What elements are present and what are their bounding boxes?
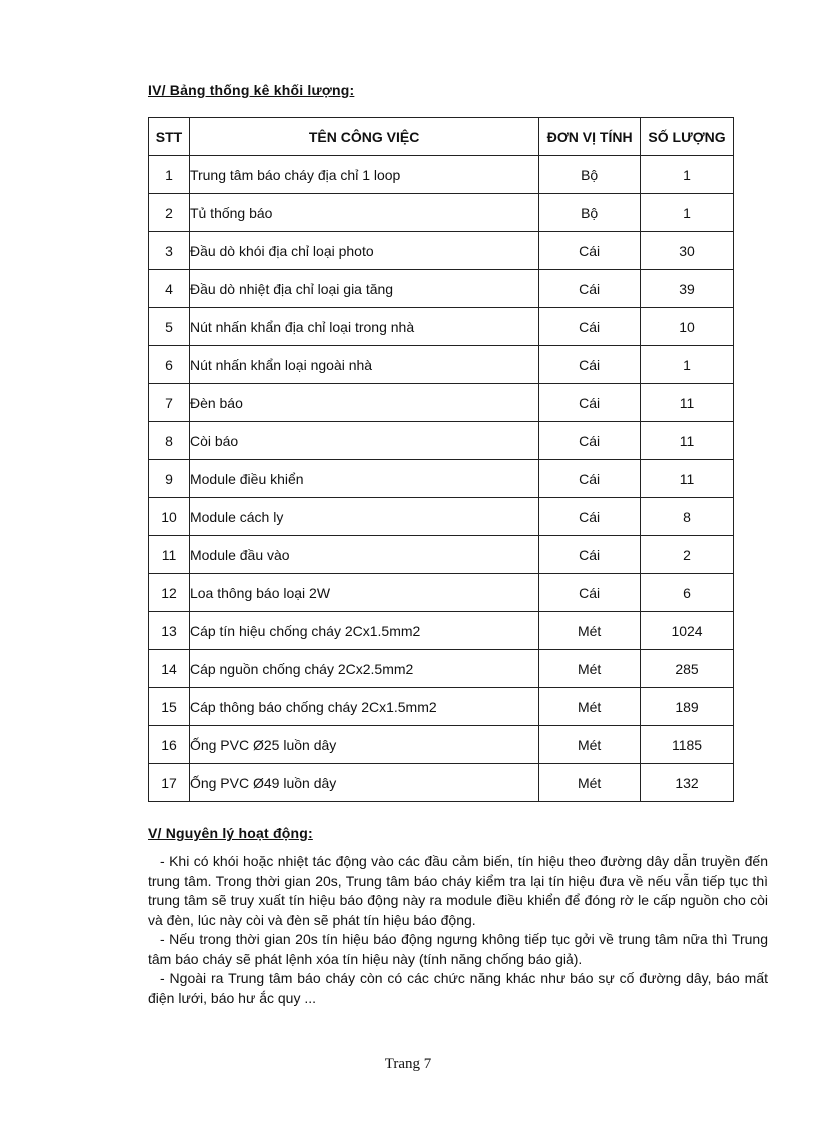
table-row <box>149 232 734 270</box>
header-name: TÊN CÔNG VIỆC <box>189 118 538 156</box>
table-row <box>149 156 734 194</box>
cell-stt: 14 <box>149 650 190 688</box>
table-row <box>149 194 734 232</box>
cell-stt: 16 <box>149 726 190 764</box>
cell-stt: 4 <box>149 270 190 308</box>
cell-name: Nút nhấn khẩn loại ngoài nhà <box>189 346 538 384</box>
cell-qty: 1185 <box>641 726 734 764</box>
cell-name: Nút nhấn khẩn địa chỉ loại trong nhà <box>189 308 538 346</box>
cell-unit: Cái <box>539 270 641 308</box>
cell-stt: 9 <box>149 460 190 498</box>
table-row <box>149 650 734 688</box>
cell-name: Đèn báo <box>189 384 538 422</box>
cell-stt: 5 <box>149 308 190 346</box>
cell-stt: 13 <box>149 612 190 650</box>
cell-qty: 39 <box>641 270 734 308</box>
cell-qty: 30 <box>641 232 734 270</box>
quantity-table <box>148 117 734 802</box>
header-qty: SỐ LƯỢNG <box>641 118 734 156</box>
cell-qty: 11 <box>641 460 734 498</box>
header-stt: STT <box>149 118 190 156</box>
cell-name: Đầu dò nhiệt địa chỉ loại gia tăng <box>189 270 538 308</box>
cell-unit: Cái <box>539 460 641 498</box>
cell-unit: Mét <box>539 650 641 688</box>
cell-unit: Cái <box>539 346 641 384</box>
cell-unit: Cái <box>539 574 641 612</box>
section-title-statistics: IV/ Bảng thống kê khối lượng: <box>148 82 355 98</box>
cell-name: Loa thông báo loại 2W <box>189 574 538 612</box>
cell-stt: 2 <box>149 194 190 232</box>
cell-unit: Mét <box>539 612 641 650</box>
paragraph: - Nếu trong thời gian 20s tín hiệu báo động ngưng không tiếp tục gởi về trung tâm nữa thì Trung tâm báo cháy sẽ phát lệnh xóa tín hiệu này (tính năng chống báo giả). <box>148 931 768 967</box>
cell-name: Còi báo <box>189 422 538 460</box>
page-number: Trang 7 <box>384 1056 432 1072</box>
cell-qty: 285 <box>641 650 734 688</box>
cell-stt: 12 <box>149 574 190 612</box>
cell-unit: Cái <box>539 232 641 270</box>
table-row <box>149 384 734 422</box>
cell-stt: 11 <box>149 536 190 574</box>
cell-unit: Bộ <box>539 194 641 232</box>
cell-stt: 3 <box>149 232 190 270</box>
cell-qty: 2 <box>641 536 734 574</box>
table-row <box>149 764 734 802</box>
cell-stt: 6 <box>149 346 190 384</box>
cell-unit: Cái <box>539 498 641 536</box>
cell-unit: Mét <box>539 688 641 726</box>
table-row <box>149 726 734 764</box>
header-unit: ĐƠN VỊ TÍNH <box>539 118 641 156</box>
cell-stt: 7 <box>149 384 190 422</box>
cell-stt: 10 <box>149 498 190 536</box>
table-row <box>149 536 734 574</box>
cell-stt: 1 <box>149 156 190 194</box>
cell-unit: Mét <box>539 726 641 764</box>
cell-name: Module đầu vào <box>189 536 538 574</box>
cell-qty: 11 <box>641 384 734 422</box>
cell-name: Module cách ly <box>189 498 538 536</box>
cell-name: Đầu dò khói địa chỉ loại photo <box>189 232 538 270</box>
cell-stt: 15 <box>149 688 190 726</box>
table-row <box>149 270 734 308</box>
table-header-row <box>149 118 734 156</box>
cell-qty: 6 <box>641 574 734 612</box>
cell-unit: Cái <box>539 308 641 346</box>
cell-qty: 1 <box>641 194 734 232</box>
cell-name: Module điều khiển <box>189 460 538 498</box>
table-row <box>149 574 734 612</box>
cell-name: Ống PVC Ø25 luồn dây <box>189 726 538 764</box>
cell-qty: 189 <box>641 688 734 726</box>
cell-unit: Cái <box>539 384 641 422</box>
table-row <box>149 498 734 536</box>
table-row <box>149 688 734 726</box>
cell-stt: 17 <box>149 764 190 802</box>
table-row <box>149 612 734 650</box>
cell-name: Tủ thống báo <box>189 194 538 232</box>
table-row <box>149 346 734 384</box>
cell-name: Ống PVC Ø49 luồn dây <box>189 764 538 802</box>
cell-qty: 10 <box>641 308 734 346</box>
cell-stt: 8 <box>149 422 190 460</box>
cell-unit: Cái <box>539 536 641 574</box>
cell-qty: 11 <box>641 422 734 460</box>
cell-qty: 8 <box>641 498 734 536</box>
table-row <box>149 308 734 346</box>
cell-name: Cáp thông báo chống cháy 2Cx1.5mm2 <box>189 688 538 726</box>
cell-name: Cáp tín hiệu chống cháy 2Cx1.5mm2 <box>189 612 538 650</box>
cell-unit: Cái <box>539 422 641 460</box>
paragraph: - Khi có khói hoặc nhiệt tác động vào các đầu cảm biến, tín hiệu theo đường dây dẫn truyền đến trung tâm. Trong thời gian 20s, Trung tâm báo cháy kiểm tra lại tín hiệu đưa về nếu vẫn tiếp tục thì trung tâm sẽ truy xuất tín hiệu báo động này ra module điều khiển để đóng rờ le cấp nguồn cho còi và đèn, lúc này còi và đèn sẽ phát tín hiệu báo động. <box>148 853 768 928</box>
cell-qty: 1 <box>641 156 734 194</box>
cell-qty: 1024 <box>641 612 734 650</box>
cell-qty: 1 <box>641 346 734 384</box>
cell-unit: Mét <box>539 764 641 802</box>
paragraph: - Ngoài ra Trung tâm báo cháy còn có các chức năng khác như báo sự cố đường dây, báo mất điện lưới, báo hư ắc quy ... <box>148 970 768 1006</box>
section-title-principle: V/ Nguyên lý hoạt động: <box>148 825 313 841</box>
table-row <box>149 460 734 498</box>
cell-name: Cáp nguồn chống cháy 2Cx2.5mm2 <box>189 650 538 688</box>
cell-name: Trung tâm báo cháy địa chỉ 1 loop <box>189 156 538 194</box>
principle-text <box>148 852 768 1008</box>
table-row <box>149 422 734 460</box>
cell-qty: 132 <box>641 764 734 802</box>
cell-unit: Bộ <box>539 156 641 194</box>
